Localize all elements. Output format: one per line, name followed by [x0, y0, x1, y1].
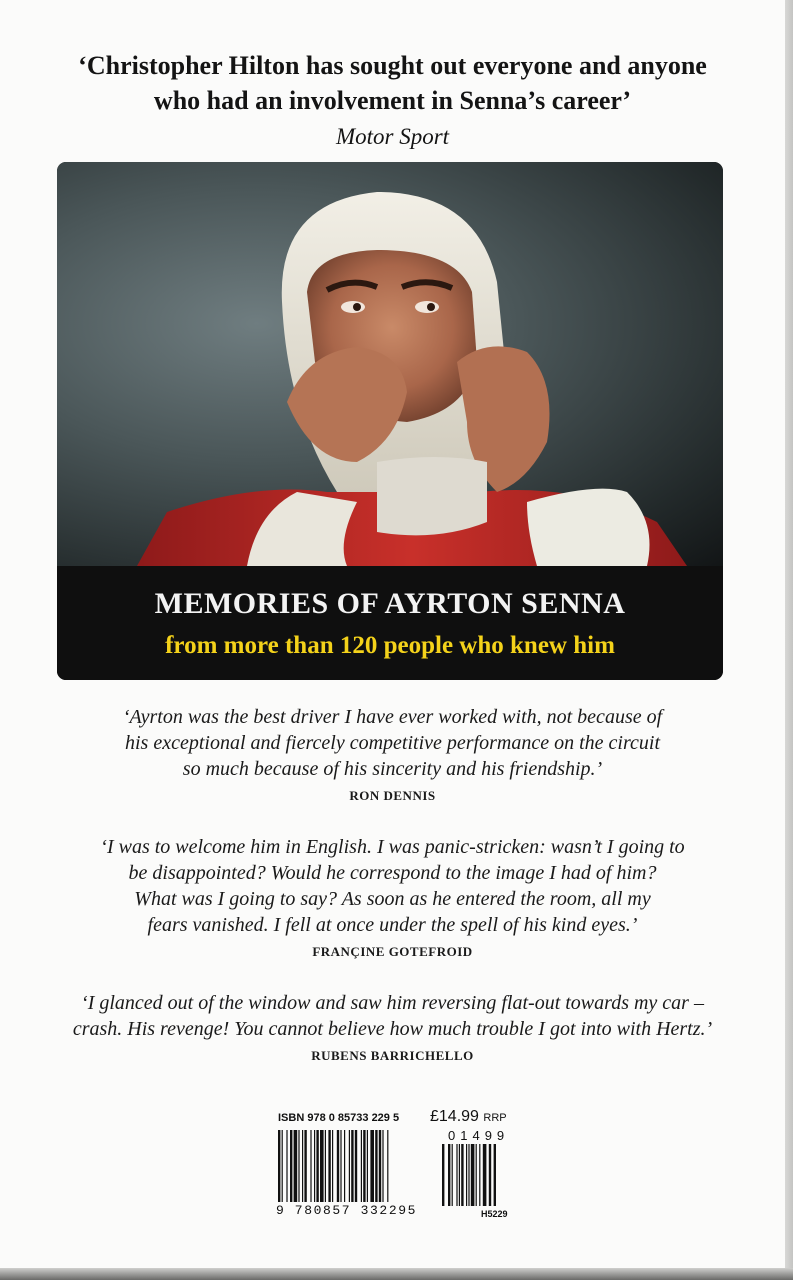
quote-line: his exceptional and fiercely competitive performance on the circuit — [124, 732, 660, 754]
photo-banner-panel — [57, 162, 723, 680]
barcode-bar — [304, 1130, 306, 1202]
price-barcode-bar — [468, 1144, 469, 1206]
banner-caption-bar — [57, 566, 723, 680]
book-bottom-edge — [0, 1268, 793, 1280]
barcode-bar — [340, 1130, 341, 1202]
barcode-bar — [316, 1130, 318, 1202]
price-barcode-bar — [489, 1144, 491, 1206]
price-barcode-bar — [479, 1144, 480, 1206]
banner-title: MEMORIES OF AYRTON SENNA — [154, 587, 626, 620]
isbn-number: ISBN 978 0 85733 229 5 — [278, 1112, 400, 1124]
price-value: £14.99 — [430, 1108, 479, 1125]
quote-line: ‘I glanced out of the window and saw him reversing flat-out towards my car – — [81, 992, 704, 1014]
price-barcode-bar — [494, 1144, 496, 1206]
book-spine-edge — [785, 0, 793, 1280]
price-barcode-bar — [476, 1144, 477, 1206]
price-barcode-bar — [456, 1144, 457, 1206]
quote-line: ‘Ayrton was the best driver I have ever worked with, not because of — [122, 706, 663, 728]
barcode-bar — [294, 1130, 298, 1202]
price-barcode-bar — [471, 1144, 475, 1206]
barcode-bar — [382, 1130, 383, 1202]
price-barcode-bar — [483, 1144, 487, 1206]
barcode-bar — [351, 1130, 353, 1202]
driver-photo-illustration — [57, 162, 723, 566]
barcode-bar — [332, 1130, 333, 1202]
quote-author: RUBENS BARRICHELLO — [311, 1048, 474, 1063]
quote-line: fears vanished. I fell at once under the spell of his kind eyes.’ — [147, 914, 638, 936]
barcode-bars — [276, 1112, 516, 1207]
price-code-digits: 01499 — [448, 1128, 510, 1143]
barcode-bar — [363, 1130, 365, 1202]
barcode-bar — [290, 1130, 292, 1202]
price-barcode-bar — [448, 1144, 450, 1206]
barcode-bar — [320, 1130, 324, 1202]
barcode-bar — [387, 1130, 388, 1202]
barcode-bar — [337, 1130, 339, 1202]
quote-author: FRANÇINE GOTEFROID — [312, 944, 473, 959]
barcode-bar — [314, 1130, 315, 1202]
barcode-bar — [375, 1130, 377, 1202]
price-barcode-bar — [459, 1144, 460, 1206]
quote-line: so much because of his sincerity and his friendship.’ — [182, 758, 603, 780]
barcode-bar — [286, 1130, 287, 1202]
banner-subtitle: from more than 120 people who knew him — [165, 632, 615, 659]
top-review-line: who had an involvement in Senna’s career’ — [153, 86, 632, 115]
testimonial-quote — [0, 704, 785, 782]
barcode-bar — [344, 1130, 345, 1202]
testimonial-quote — [0, 990, 785, 1042]
barcode-bar — [349, 1130, 350, 1202]
barcode-bar — [325, 1130, 326, 1202]
barcode-bar — [328, 1130, 330, 1202]
barcode-bar — [310, 1130, 311, 1202]
quote-line: What was I going to say? As soon as he entered the room, all my — [134, 888, 651, 910]
barcode-bar — [367, 1130, 368, 1202]
quote-author: RON DENNIS — [349, 788, 436, 803]
barcode-bar — [361, 1130, 362, 1202]
price-barcode-bar — [461, 1144, 463, 1206]
barcode-code: H5229 — [481, 1209, 508, 1219]
price-rrp: RRP — [483, 1112, 507, 1124]
price-barcode-bar — [442, 1144, 444, 1206]
driver-photo — [57, 162, 723, 566]
testimonial-quote — [0, 834, 785, 938]
price-barcode-bar — [452, 1144, 453, 1206]
barcode-bar — [379, 1130, 381, 1202]
top-review-source: Motor Sport — [335, 124, 450, 149]
barcode-bar — [302, 1130, 303, 1202]
barcode-bar — [298, 1130, 299, 1202]
quote-line: ‘I was to welcome him in English. I was panic-stricken: wasn’t I going to — [100, 836, 685, 858]
price-barcode-bar — [466, 1144, 467, 1206]
barcode-bar — [282, 1130, 283, 1202]
quote-line: crash. His revenge! You cannot believe how much trouble I got into with Hertz.’ — [72, 1018, 713, 1040]
quote-line: be disappointed? Would he correspond to the image I had of him? — [128, 862, 657, 884]
barcode-bar — [355, 1130, 357, 1202]
isbn-barcode-block — [276, 1108, 516, 1222]
barcode-bar — [370, 1130, 374, 1202]
top-review-line: ‘Christopher Hilton has sought out everyone and anyone — [78, 51, 707, 80]
ean-digits: 9 780857 332295 — [276, 1203, 418, 1218]
top-review-quote — [0, 48, 785, 118]
barcode-bar — [278, 1130, 280, 1202]
